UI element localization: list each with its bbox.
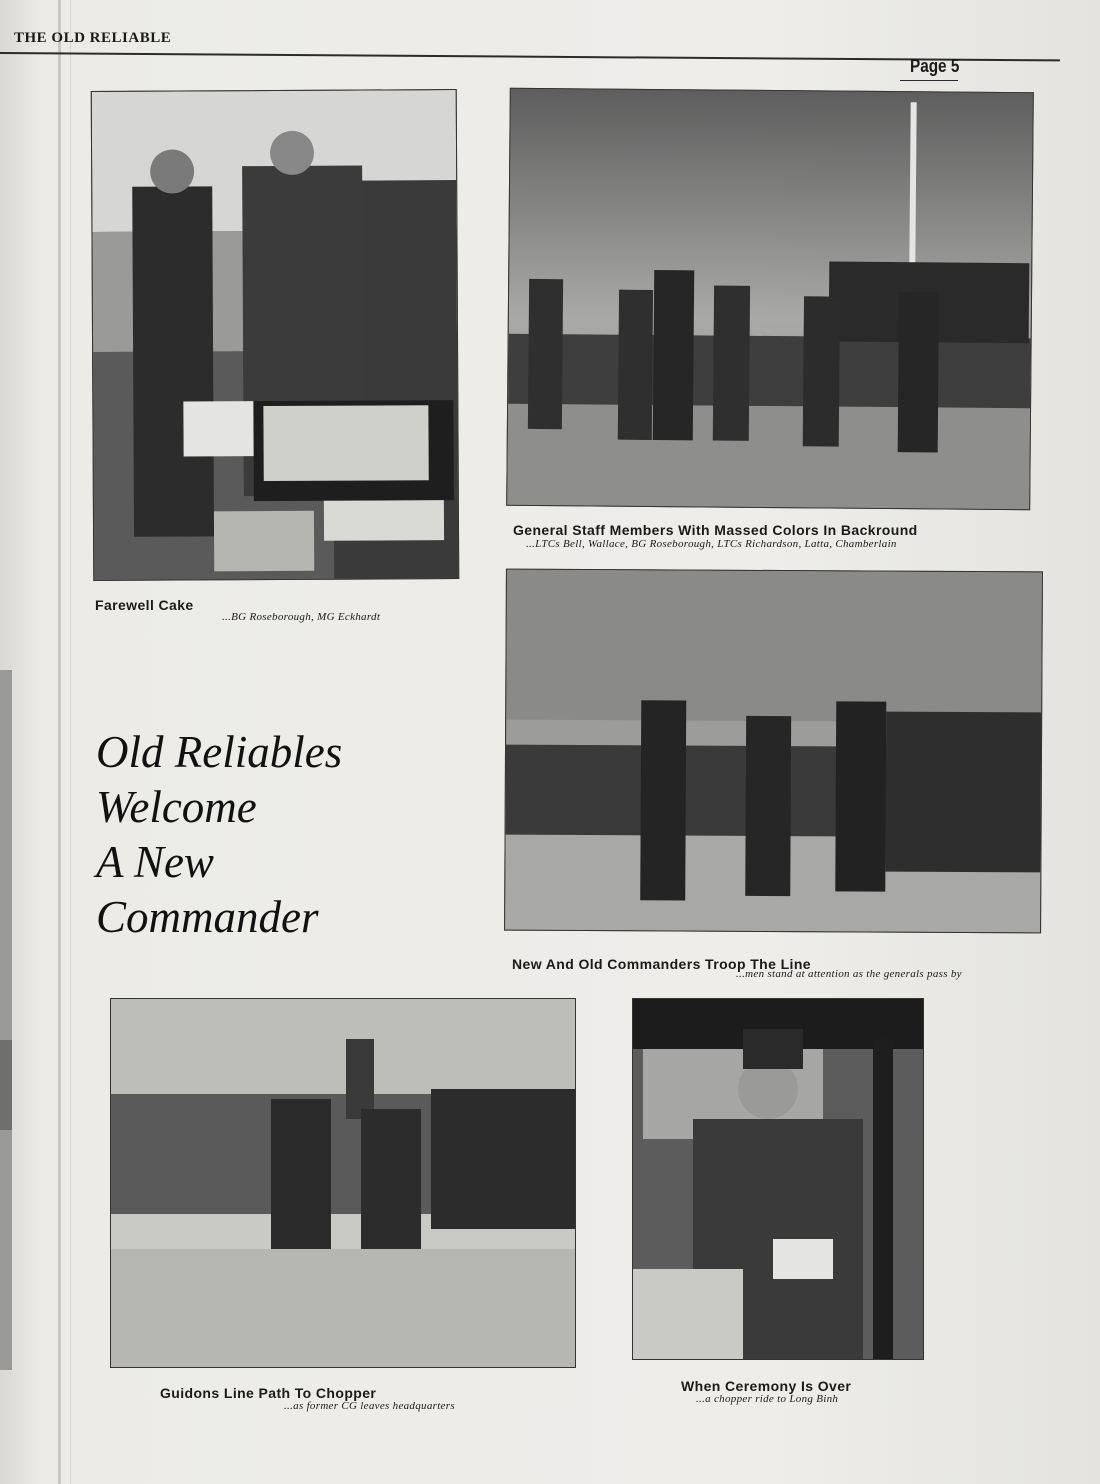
photo-farewell-cake	[91, 89, 460, 581]
caption-title: When Ceremony Is Over	[681, 1378, 852, 1394]
headline-line: Welcome	[96, 782, 257, 832]
header-rule	[0, 52, 1060, 61]
caption-subtitle: ...as former CG leaves headquarters	[284, 1400, 455, 1412]
caption-title: New And Old Commanders Troop The Line	[512, 956, 811, 972]
photo-guidons-line-path	[110, 998, 576, 1368]
caption-title: Guidons Line Path To Chopper	[160, 1385, 377, 1401]
page-fold	[58, 0, 61, 1484]
caption-title: Farewell Cake	[95, 597, 194, 613]
caption-subtitle: ...BG Roseborough, MG Eckhardt	[222, 611, 381, 623]
headline	[96, 725, 476, 945]
photo-general-staff	[506, 88, 1034, 511]
photo-troop-the-line	[504, 569, 1043, 934]
masthead: THE OLD RELIABLE	[14, 30, 172, 46]
caption-title: General Staff Members With Massed Colors In Backround	[513, 522, 918, 538]
photo-ceremony-over	[632, 998, 924, 1360]
page-number: Page 5	[910, 56, 960, 76]
caption-subtitle: ...men stand at attention as the generals pass by	[736, 968, 962, 980]
page-fold-shadow	[70, 0, 71, 1484]
caption-subtitle: ...a chopper ride to Long Binh	[696, 1393, 839, 1405]
headline-line: Commander	[96, 892, 319, 942]
headline-line: A New	[96, 837, 214, 887]
page-number-underline	[900, 80, 958, 81]
adjacent-page-strip	[0, 670, 12, 1370]
caption-subtitle: ...LTCs Bell, Wallace, BG Roseborough, LTCs Richardson, Latta, Chamberlain	[526, 538, 897, 550]
headline-line: Old Reliables	[96, 727, 343, 777]
adjacent-page-photo	[0, 1040, 12, 1130]
